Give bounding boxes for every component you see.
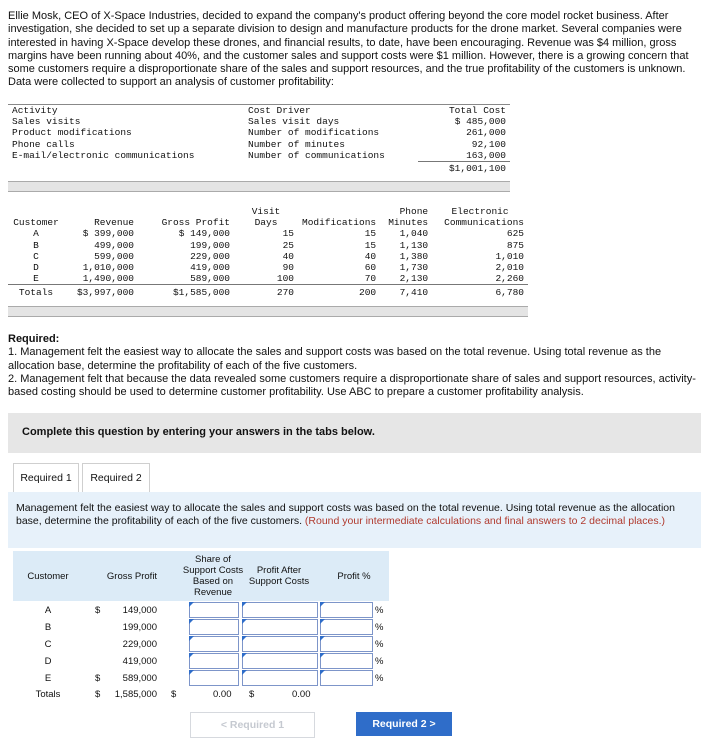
- instruction-text: Management felt the easiest way to allocate the sales and support costs was based on the total revenue. Using total revenue as the allocation base, determine the profitability of each of the five customers. (Round your intermediate calculations and final answers to 2 decimal places.): [16, 502, 675, 527]
- profit-pct-input[interactable]: [320, 670, 373, 686]
- share-input[interactable]: [189, 619, 239, 635]
- required-section: [8, 333, 708, 399]
- instruction-panel: [8, 492, 701, 548]
- share-input[interactable]: [189, 636, 239, 652]
- customer-id: B: [33, 239, 39, 251]
- totals-label: Totals: [35, 689, 61, 700]
- profit-pct-input[interactable]: [320, 636, 373, 652]
- profit-after-input[interactable]: [242, 619, 318, 635]
- totals-label: Totals: [8, 285, 64, 299]
- row-customer-label: E: [44, 673, 52, 684]
- share-input[interactable]: [189, 653, 239, 669]
- gross-profit-value: 589,000: [190, 273, 230, 285]
- tab-required-1[interactable]: Required 1: [13, 463, 79, 493]
- visit-header: Visit: [251, 206, 281, 217]
- activity-cost-table: [8, 104, 510, 174]
- activity-name: E-mail/electronic communications: [12, 149, 195, 161]
- gross-profit-cell: 589,000: [122, 673, 157, 684]
- table-divider: [8, 306, 528, 317]
- days-header: Days: [254, 217, 278, 229]
- revenue-value: 1,010,000: [82, 262, 134, 274]
- cost-driver-header: Cost Driver: [244, 105, 418, 117]
- dollar-sign: $: [95, 673, 101, 684]
- share-input[interactable]: [189, 602, 239, 618]
- visit-days-value: 15: [282, 228, 294, 240]
- percent-sign: %: [375, 673, 384, 684]
- profit-pct-input[interactable]: [320, 653, 373, 669]
- cost-driver: Number of communications: [248, 149, 385, 161]
- prev-required-1-button[interactable]: < Required 1: [190, 712, 315, 738]
- customer-id: D: [33, 262, 39, 274]
- required-item-2: 2. Management felt that because the data revealed some customers require a disproportionate share of sales and support resources, activity-based costing should be used to determine customer profitability. Use ABC to prepare a customer profitability analysis.: [8, 372, 696, 399]
- percent-sign: %: [375, 622, 384, 633]
- revenue-value: 499,000: [94, 239, 134, 251]
- activity-name: Sales visits: [12, 116, 81, 128]
- gross-profit-cell: 199,000: [122, 622, 157, 633]
- activity-header: Activity: [8, 105, 244, 117]
- total-cost-sum: $1,001,100: [418, 162, 510, 175]
- profit-after-input[interactable]: [242, 653, 318, 669]
- customer-id: A: [33, 228, 39, 240]
- activity-name: Product modifications: [12, 127, 132, 139]
- required-item-1: 1. Management felt the easiest way to allocate the sales and support costs was based on the total revenue. Using total revenue as the allocation base, determine the profitability of each of the five customers.: [8, 346, 662, 372]
- gross-profit-cell: 149,000: [122, 605, 157, 616]
- gross-profit-value: 199,000: [190, 239, 230, 251]
- dollar-sign: $: [95, 605, 101, 616]
- visit-days-value: 40: [282, 250, 294, 262]
- profit-pct-col-header: Profit %: [337, 570, 371, 582]
- communications-total: 6,780: [432, 285, 528, 299]
- row-customer-label: B: [44, 622, 52, 633]
- total-cost: $ 485,000: [454, 116, 506, 128]
- share-total-dollar: $: [171, 689, 177, 700]
- electronic-header: Electronic: [451, 206, 509, 217]
- phone-minutes-total: 7,410: [380, 285, 432, 299]
- modifications-value: 60: [364, 262, 377, 274]
- profit-after-input[interactable]: [242, 602, 318, 618]
- communications-value: 625: [506, 228, 524, 240]
- modifications-value: 15: [364, 228, 377, 240]
- communications-header: Communications: [444, 217, 524, 229]
- tab-required-2[interactable]: Required 2: [82, 463, 150, 493]
- gross-profit-header: Gross Profit: [161, 217, 230, 229]
- visit-days-value: 25: [282, 239, 294, 251]
- revenue-header: Revenue: [94, 217, 134, 229]
- modifications-value: 70: [364, 273, 377, 285]
- visit-days-value: 100: [276, 273, 294, 285]
- profit-pct-input[interactable]: [320, 602, 373, 618]
- problem-intro: Ellie Mosk, CEO of X-Space Industries, decided to expand the company's product offering beyond the core model rocket business. After investigation, she decided to set up a separate division to design and manufacture products for the drone market. Several companies were interested in having X-Space develop these drones, and financial results, to date, have been encouraging. Revenue was $4 million, gross margins have been running about 40%, and the customer sales and support costs were $1 million. However, there is a growing concern that some customers require a disproportionate share of the sales and support resources, and the true profitability of the customers is unknown. Data were collected to support an analysis of customer profitability:: [8, 10, 689, 89]
- gross-profit-value: 419,000: [190, 262, 230, 274]
- complete-question-banner: [8, 413, 701, 453]
- modifications-total: 200: [298, 285, 380, 299]
- communications-value: 875: [506, 239, 524, 251]
- phone-minutes-value: 1,040: [399, 228, 429, 240]
- total-cost: 163,000: [466, 149, 506, 161]
- phone-header: Phone: [399, 206, 429, 217]
- phone-minutes-value: 2,130: [399, 273, 429, 285]
- modifications-header: Modifications: [302, 217, 377, 229]
- percent-sign: %: [375, 605, 384, 616]
- total-cost-header: Total Cost: [418, 105, 510, 117]
- percent-sign: %: [375, 639, 384, 650]
- customer-col-header: Customer: [27, 570, 69, 582]
- modifications-value: 15: [364, 239, 377, 251]
- profit-pct-input[interactable]: [320, 619, 373, 635]
- profit-total-dollar: $: [249, 689, 255, 700]
- share-col-header: Share of Support Costs Based on Revenue: [182, 554, 244, 598]
- cost-driver: Number of minutes: [248, 138, 345, 150]
- share-input[interactable]: [189, 670, 239, 686]
- revenue-value: $ 399,000: [82, 228, 134, 240]
- revenue-total: $3,997,000: [64, 285, 138, 299]
- gross-profit-cell: 419,000: [122, 656, 157, 667]
- customer-data-table: [8, 206, 528, 299]
- row-customer-label: D: [44, 656, 52, 667]
- total-cost: 92,100: [471, 138, 506, 150]
- row-customer-label: A: [44, 605, 52, 616]
- required-heading: Required:: [8, 333, 60, 345]
- gross-profit-value: 229,000: [190, 250, 230, 262]
- gross-profit-cell: 229,000: [122, 639, 157, 650]
- gross-profit-total: $1,585,000: [138, 285, 234, 299]
- gross-profit-total-cell: 1,585,000: [114, 689, 157, 700]
- cost-driver: Sales visit days: [248, 116, 340, 128]
- customer-header: Customer: [13, 217, 59, 229]
- profit-total-value: 0.00: [292, 689, 311, 700]
- profit-after-col-header: Profit After Support Costs: [248, 565, 310, 587]
- visit-days-value: 90: [282, 262, 294, 274]
- answer-grid: [13, 551, 403, 703]
- profit-after-input[interactable]: [242, 670, 318, 686]
- phone-minutes-value: 1,380: [399, 250, 429, 262]
- customer-id: C: [33, 250, 39, 262]
- communications-value: 1,010: [495, 250, 524, 262]
- modifications-value: 40: [364, 250, 377, 262]
- visit-days-total: 270: [234, 285, 298, 299]
- phone-minutes-value: 1,130: [399, 239, 429, 251]
- communications-value: 2,260: [495, 273, 524, 285]
- next-required-2-button[interactable]: Required 2 >: [356, 712, 452, 736]
- share-total-value: 0.00: [213, 689, 232, 700]
- phone-minutes-value: 1,730: [399, 262, 429, 274]
- revenue-value: 1,490,000: [82, 273, 134, 285]
- percent-sign: %: [375, 656, 384, 667]
- table-divider: [8, 181, 510, 192]
- customer-id: E: [33, 273, 39, 285]
- gross-profit-col-header: Gross Profit: [106, 570, 158, 582]
- total-cost: 261,000: [466, 127, 506, 139]
- dollar-sign: $: [95, 689, 101, 700]
- complete-question-text: Complete this question by entering your answers in the tabs below.: [22, 426, 375, 438]
- communications-value: 2,010: [495, 262, 524, 274]
- row-customer-label: C: [44, 639, 52, 650]
- profit-after-input[interactable]: [242, 636, 318, 652]
- minutes-header: Minutes: [388, 217, 429, 229]
- rounding-note: (Round your intermediate calculations and final answers to 2 decimal places.): [304, 514, 666, 527]
- revenue-value: 599,000: [94, 250, 134, 262]
- gross-profit-value: $ 149,000: [178, 228, 230, 240]
- cost-driver: Number of modifications: [248, 127, 380, 139]
- activity-name: Phone calls: [12, 138, 75, 150]
